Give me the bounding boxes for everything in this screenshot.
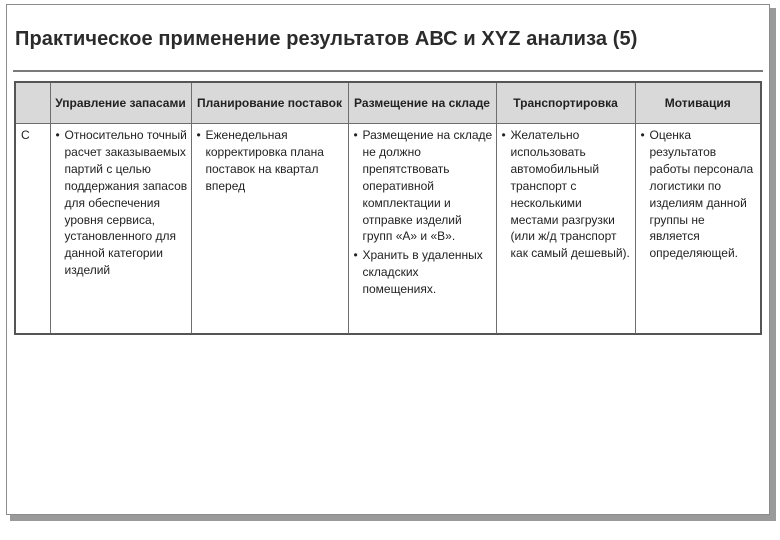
bullet-item: • Желательно использовать автомобильный транспорт с несколькими местами разгрузки (или ж/д транспорт как самый дешевый). [501,127,632,262]
bullet-item: • Хранить в удаленных складских помещениях. [353,247,493,298]
cell-supply-planning [191,124,348,334]
results-table [14,81,762,335]
header-inventory-management: Управление запасами [50,83,191,124]
bullet-item: • Относительно точный расчет заказываемых партий с целью поддержания запасов для обеспечения уровня сервиса, установленного для данной категории изделий [55,127,188,279]
header-warehouse-placement: Размещение на складе [348,83,496,124]
cell-inventory-management [50,124,191,334]
cell-transportation [496,124,635,334]
table-row [16,124,760,334]
cell-warehouse-placement [348,124,496,334]
cell-motivation [635,124,760,334]
bullet-list [55,127,188,279]
header-transportation: Транспортировка [496,83,635,124]
slide [6,4,770,515]
bullet-item: • Размещение на складе не должно препятствовать оперативной комплектации и отправке изделий групп «А» и «В». [353,127,493,245]
row-label-category: C [16,124,50,334]
slide-title: Практическое применение результатов АВС и XYZ анализа (5) [15,28,638,50]
bullet-item: • Оценка результатов работы персонала логистики по изделиям данной группы не является определяющей. [640,127,758,262]
results-grid [16,83,760,333]
bullet-list [353,127,493,298]
header-supply-planning: Планирование поставок [191,83,348,124]
bullet-list [196,127,345,195]
bullet-list [640,127,758,262]
bullet-item: • Еженедельная корректировка плана поставок на квартал вперед [196,127,345,195]
header-corner [16,83,50,124]
title-divider [13,70,763,72]
bullet-list [501,127,632,262]
table-header-row [16,83,760,124]
header-motivation: Мотивация [635,83,760,124]
